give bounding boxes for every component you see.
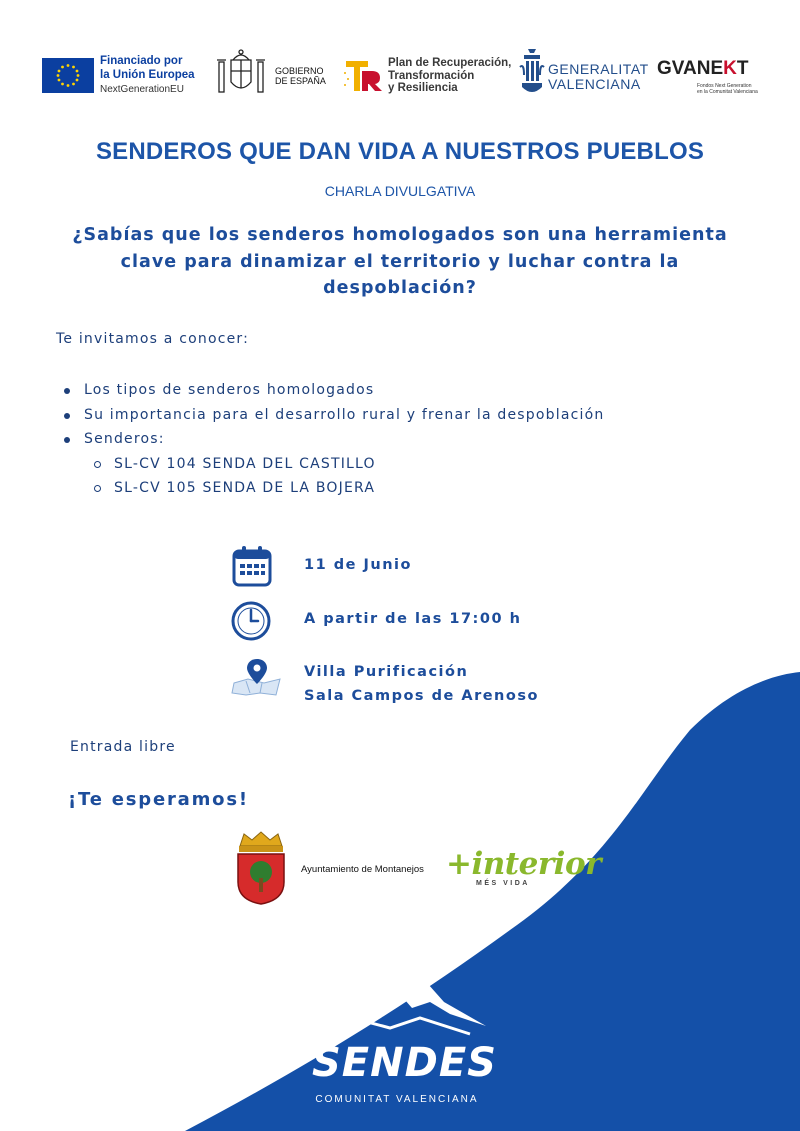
eu-line3: NextGenerationEU [100, 84, 184, 95]
gvanext-sub2: en la Comunitat Valenciana [697, 89, 758, 95]
gvanext-sub1: Fondos Next Generation [697, 83, 752, 89]
plan-line3: y Resiliencia [388, 82, 458, 94]
page-subtitle: CHARLA DIVULGATIVA [324, 183, 476, 199]
topic-list [62, 378, 604, 501]
event-place [304, 660, 539, 708]
plan-line1: Plan de Recuperación, [388, 57, 512, 69]
sub-list-item: SL-CV 104 SENDA DEL CASTILLO [62, 452, 604, 477]
place-line1: Villa Purificación [304, 664, 469, 680]
eu-line2: la Unión Europea [100, 69, 195, 81]
headline-question: ¿Sabías que los senderos homologados son una herramienta clave para dinamizar el territorio y luchar contra la despoblación? [72, 225, 728, 298]
list-item: Los tipos de senderos homologados [62, 378, 604, 403]
clock-icon [230, 600, 272, 642]
event-time: A partir de las 17:00 h [304, 611, 522, 627]
free-entry-text: Entrada libre [70, 739, 176, 755]
map-pin-icon [230, 657, 284, 697]
ayuntamiento-text: Ayuntamiento de Montanejos [301, 864, 424, 875]
intro-text: Te invitamos a conocer: [56, 331, 250, 347]
gobierno-espana-text [275, 66, 326, 86]
event-date: 11 de Junio [304, 557, 412, 573]
eu-flag-logo [42, 58, 94, 93]
list-item: Su importancia para el desarrollo rural y frenar la despoblación [62, 403, 604, 428]
gobierno-line2: DE ESPAÑA [275, 76, 326, 86]
mas-interior-logo: +interior [446, 846, 601, 882]
gvanext-logo [657, 58, 749, 80]
calendar-icon [232, 545, 272, 587]
recovery-plan-text [388, 57, 511, 95]
gvanext-a: GVANE [657, 58, 724, 79]
gobierno-line1: GOBIERNO [275, 66, 324, 76]
sendes-subtitle: COMUNITAT VALENCIANA [315, 1094, 479, 1105]
montanejos-coat-of-arms-logo [232, 830, 290, 906]
mes-vida-text: MÉS VIDA [476, 880, 530, 887]
list-item: Senderos: [62, 427, 604, 452]
gvanext-k: K [723, 58, 737, 79]
eu-funding-text [100, 54, 195, 97]
place-line2: Sala Campos de Arenoso [304, 688, 539, 704]
gv-line1: GENERALITAT [548, 61, 649, 77]
sub-list-item: SL-CV 105 SENDA DE LA BOJERA [62, 476, 604, 501]
gv-line2: VALENCIANA [548, 76, 641, 92]
generalitat-emblem-logo [518, 47, 546, 99]
plan-line2: Transformación [388, 69, 475, 82]
closing-text: ¡Te esperamos! [68, 789, 249, 810]
recovery-plan-logo [342, 57, 384, 93]
sendes-wordmark: SENDES [312, 1040, 497, 1086]
spain-coat-of-arms-logo [215, 48, 267, 100]
gvanext-t: T [736, 58, 749, 79]
gvanext-subtext [697, 83, 758, 95]
sendes-mountains-logo [300, 962, 490, 1042]
page-title: SENDEROS QUE DAN VIDA A NUESTROS PUEBLOS [95, 138, 705, 165]
generalitat-text [548, 62, 649, 92]
eu-line1: Financiado por [100, 55, 183, 67]
